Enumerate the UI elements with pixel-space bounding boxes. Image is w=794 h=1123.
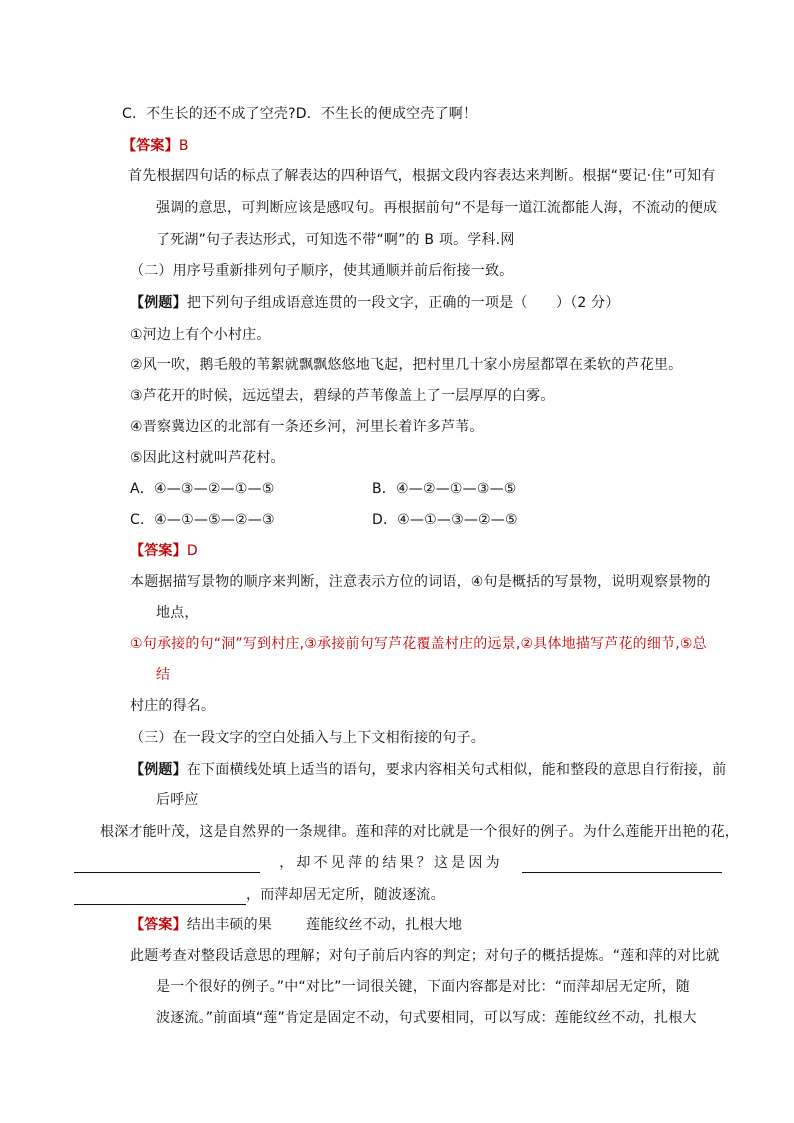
example-line — [130, 760, 726, 780]
analysis-line: 首先根据四句话的标点了解表达的四种语气，根据文段内容表达来判断。根据“要记·住”可知有 — [128, 168, 716, 184]
passage-line — [74, 885, 445, 905]
example-text: 把下列句子组成语意连贯的一段文字，正确的一项是（ ）（2 分） — [186, 295, 620, 311]
analysis-line: 本题据描写景物的顺序来判断，注意表示方位的词语，④句是概括的写景物，说明观察景物的 — [130, 574, 711, 590]
sentence-item: ⑤因此这村就叫芦花村。 — [130, 450, 285, 466]
answer-value: B — [178, 138, 189, 154]
answer-value: D — [186, 543, 198, 559]
analysis-line: 是一个很好的例子。”中“对比”一词很关键，下面内容都是对比：“而萍却居无定所，随 — [156, 979, 691, 995]
analysis-line: 了死湖”句子表达形式，可知选不带“啊”的 B 项。学科.网 — [156, 232, 515, 248]
example-text-cont: 后呼应 — [156, 792, 199, 808]
answer-line — [130, 541, 198, 561]
sentence-item: ②风一吹，鹅毛般的苇絮就飘飘悠悠地飞起，把村里几十家小房屋都罩在柔软的芦花里。 — [130, 357, 683, 373]
fill-blank-3[interactable] — [74, 890, 246, 905]
answer-line — [122, 136, 189, 156]
analysis-line: 村庄的得名。 — [130, 698, 216, 714]
passage-line-with-blanks — [74, 853, 722, 873]
answer-line — [130, 915, 462, 935]
option-b: B．④—②—①—③—⑤ — [372, 481, 517, 497]
passage-text: ，却不见萍的结果？这是因为 — [279, 855, 503, 871]
answer-tag: 【答案】 — [122, 138, 179, 154]
option-line-cd: C．不生长的还不成了空壳?D．不生长的便成空壳了啊！ — [122, 106, 478, 122]
passage-text: ，而萍却居无定所，随波逐流。 — [246, 887, 445, 903]
section-heading: （三）在一段文字的空白处插入与上下文相衔接的句子。 — [130, 730, 485, 746]
analysis-line: 波逐流。”前面填“莲”肯定是固定不动，句式要相同，可以写成：莲能纹丝不动，扎根大 — [156, 1010, 697, 1026]
option-d: D．④—①—③—②—⑤ — [372, 512, 518, 528]
analysis-line-red: 结 — [156, 667, 171, 683]
example-text: 在下面横线处填上适当的语句，要求内容相关句式相似，能和整段的意思自行衔接，前 — [186, 762, 727, 778]
passage-line: 根深才能叶茂，这是自然界的一条规律。莲和萍的对比就是一个很好的例子。为什么莲能开出艳的花， — [100, 824, 739, 840]
sentence-item: ③芦花开的时候，远远望去，碧绿的芦苇像盖上了一层厚厚的白雾。 — [130, 388, 555, 404]
answer-tag: 【答案】 — [130, 543, 187, 559]
option-c: C．④—①—⑤—②—③ — [130, 512, 275, 528]
answer-part-2: 莲能纹丝不动，扎根大地 — [306, 917, 463, 933]
analysis-line-red: ①句承接的句“洞”写到村庄,③承接前句写芦花覆盖村庄的远景,②具体地描写芦花的细节,⑤总 — [130, 636, 707, 652]
option-a: A．④—③—②—①—⑤ — [130, 481, 275, 497]
answer-part-1: 结出丰硕的果 — [186, 917, 273, 933]
analysis-line: 此题考查对整段话意思的理解；对句子前后内容的判定；对句子的概括提炼。“莲和萍的对比就 — [130, 948, 720, 964]
analysis-line: 强调的意思，可判断应该是感叹句。再根据前句“不是每一道江流都能人海，不流动的便成 — [156, 200, 718, 216]
section-heading: （二）用序号重新排列句子顺序，使其通顺并前后衔接一致。 — [130, 263, 514, 279]
example-tag: 【例题】 — [130, 762, 187, 778]
sentence-item: ①河边上有个小村庄。 — [130, 327, 271, 343]
sentence-item: ④晋察冀边区的北部有一条还乡河，河里长着许多芦苇。 — [130, 419, 484, 435]
example-tag: 【例题】 — [130, 295, 187, 311]
answer-tag: 【答案】 — [130, 917, 187, 933]
example-line — [130, 293, 620, 313]
fill-blank-2[interactable] — [522, 858, 722, 873]
analysis-line: 地点， — [156, 605, 199, 621]
fill-blank-1[interactable] — [74, 858, 260, 873]
